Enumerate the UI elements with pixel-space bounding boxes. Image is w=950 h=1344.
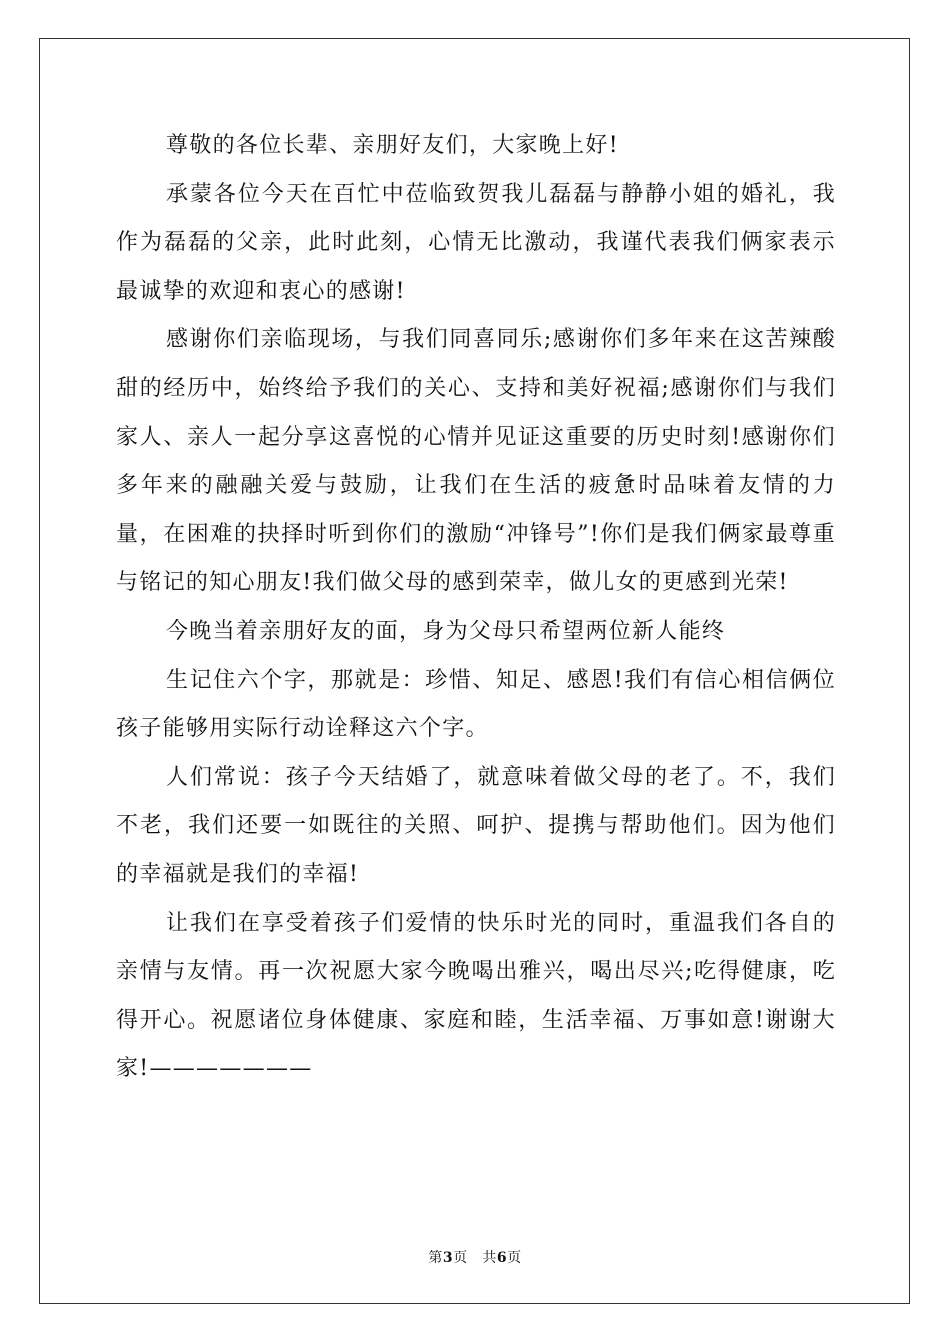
paragraph-wish-part2: 生记住六个字，那就是：珍惜、知足、感恩!我们有信心相信俩位孩子能够用实际行动诠释这六个字。 (116, 667, 836, 742)
page-prefix: 第 (428, 1250, 443, 1266)
total-suffix: 页 (507, 1250, 522, 1266)
paragraph-closing: 让我们在享受着孩子们爱情的快乐时光的同时，重温我们各自的亲情与友情。再一次祝愿大家今晚喝出雅兴，喝出尽兴;吃得健康，吃得开心。祝愿诸位身体健康、家庭和睦，生活幸福、万事如意!谢谢大家!——————— (116, 910, 836, 1082)
page-suffix: 页 (453, 1250, 468, 1266)
document-body (116, 122, 836, 1094)
current-page-number: 3 (442, 1250, 454, 1266)
paragraph-wish-part1: 今晚当着亲朋好友的面，身为父母只希望两位新人能终 (166, 618, 726, 644)
paragraph-thanks: 感谢你们亲临现场，与我们同喜同乐;感谢你们多年来在这苦辣酸甜的经历中，始终给予我们的关心、支持和美好祝福;感谢你们与我们家人、亲人一起分享这喜悦的心情并见证这重要的历史时刻!感谢你们多年来的融融关爱与鼓励，让我们在生活的疲惫时品味着友情的力量，在困难的抉择时听到你们的激励“冲锋号”!你们是我们俩家最尊重与铭记的知心朋友!我们做父母的感到荣幸，做儿女的更感到光荣! (116, 327, 836, 596)
page-footer (0, 1247, 950, 1267)
paragraph-saying: 人们常说：孩子今天结婚了，就意味着做父母的老了。不，我们不老，我们还要一如既往的关照、呵护、提携与帮助他们。因为他们的幸福就是我们的幸福! (116, 764, 836, 887)
paragraph-greeting: 尊敬的各位长辈、亲朋好友们，大家晚上好! (166, 133, 619, 158)
paragraph-welcome: 承蒙各位今天在百忙中莅临致贺我儿磊磊与静静小姐的婚礼，我作为磊磊的父亲，此时此刻，心情无比激动，我谨代表我们俩家表示最诚挚的欢迎和衷心的感谢! (116, 181, 836, 304)
total-page-number: 6 (496, 1250, 508, 1266)
total-prefix: 共 (482, 1250, 497, 1266)
